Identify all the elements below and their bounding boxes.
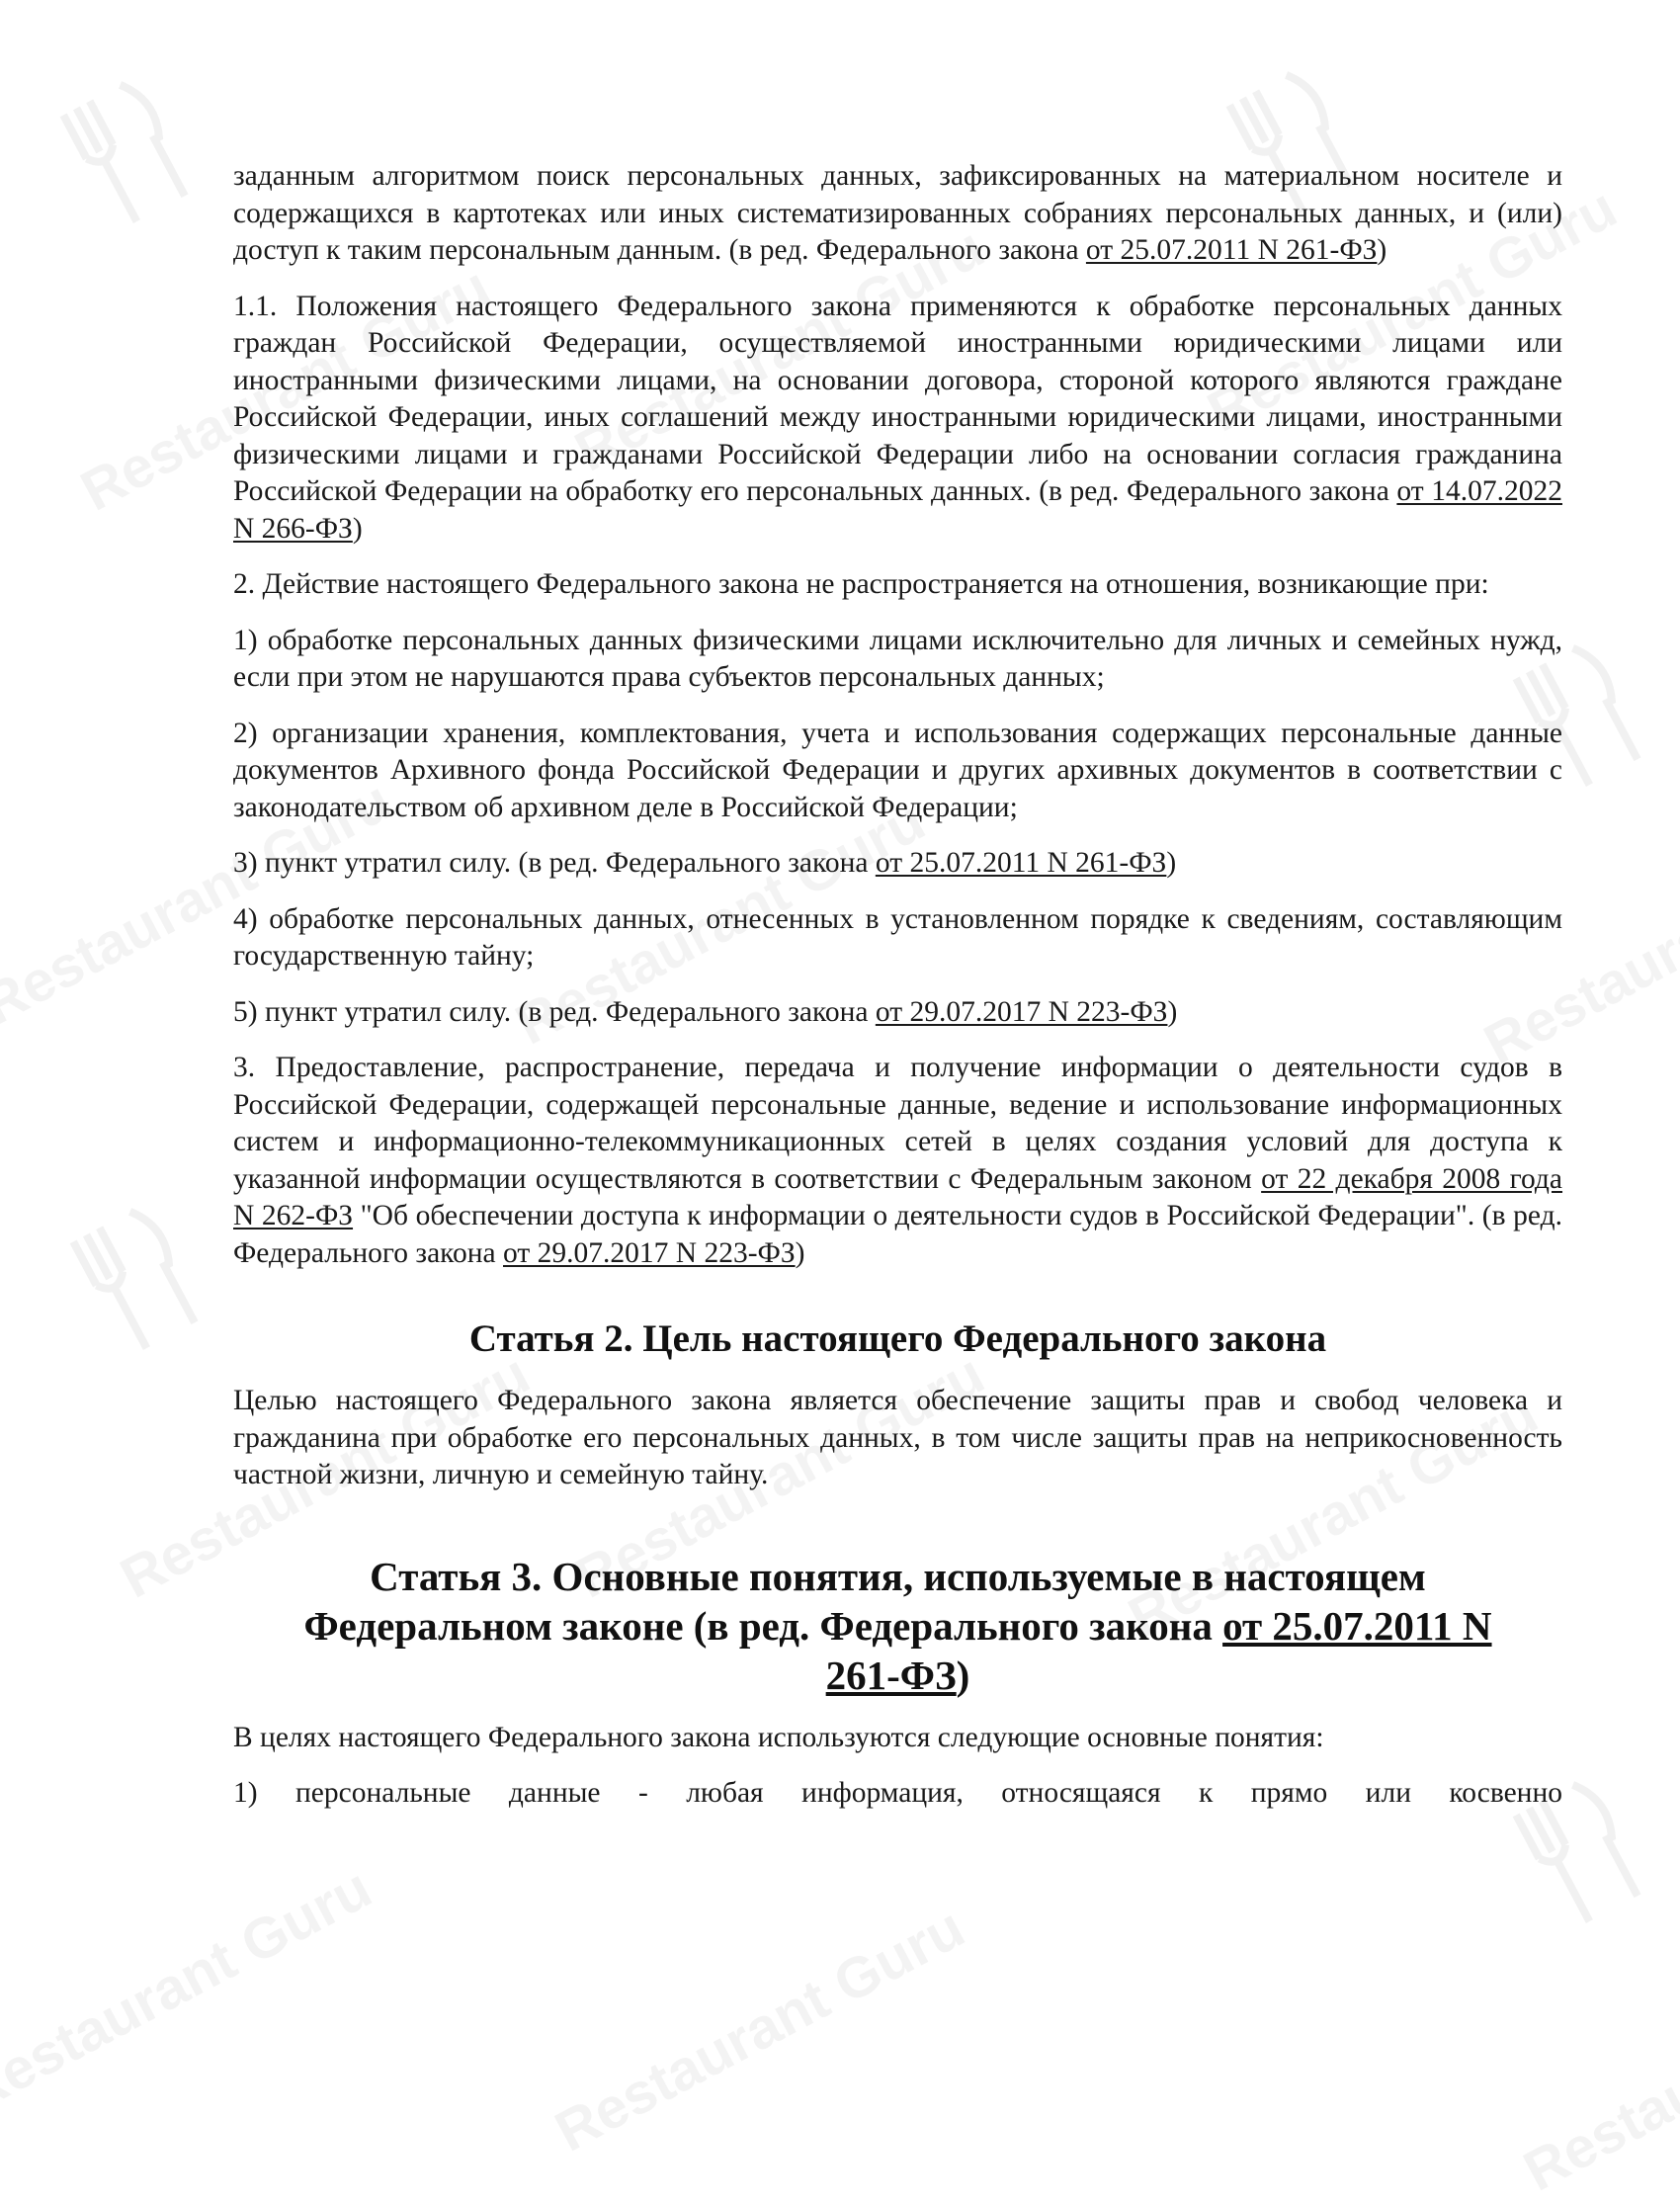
article-3-item-1: 1) персональные данные - любая информация, относящаяся к прямо или косвенно xyxy=(233,1777,1562,1809)
document-page xyxy=(233,158,1562,1831)
list-item-2-1 xyxy=(233,623,1562,697)
law-reference-link[interactable]: от 22 декабря 2008 года N 262-ФЗ xyxy=(233,1162,1563,1231)
watermark-text xyxy=(545,1894,975,2164)
paragraph-continuation xyxy=(233,158,1562,270)
list-item-2-5 xyxy=(233,994,1562,1032)
paragraph-text: 2) организации хранения, комплектования, учета и использования содержащих персональные данные документов Архивного фонда Российской Федерации и других архивных документов в соответствии с законодательством об архивном деле в Российской Федерации; xyxy=(233,717,1562,823)
article-2-heading: Статья 2. Цель настоящего Федерального закона xyxy=(468,1317,1327,1360)
paragraph-text: 1) обработке персональных данных физическими лицами исключительно для личных и семейных нужд, если при этом не нарушаются права субъектов персональных данных; xyxy=(233,624,1562,693)
watermark-text xyxy=(0,1854,382,2125)
law-reference-link[interactable]: от 25.07.2011 N xyxy=(1222,1602,1492,1649)
paragraph-text: 2. Действие настоящего Федерального закона не распространяется на отношения, возникающие при: xyxy=(233,568,1489,600)
fork-knife-icon xyxy=(42,60,215,247)
paragraph-tail: ) xyxy=(1167,995,1178,1028)
paragraph-2 xyxy=(233,566,1562,604)
law-reference-link[interactable]: от 25.07.2011 N 261-ФЗ xyxy=(1085,234,1378,266)
paragraph-text: 3. Предоставление, распространение, передача и получение информации о деятельности судов в Российской Федерации, содержащей персональные данные, ведение и использование информационных систем и информационно-телекоммуникационных сетей в целях создания условий для доступа к указанной информации осуществляются в соответствии с Федеральным законом xyxy=(233,1052,1562,1195)
paragraph-tail: ) xyxy=(352,512,363,545)
paragraph-text: 4) обработке персональных данных, отнесенных в установленном порядке к сведениям, составляющим государственную тайну; xyxy=(233,902,1562,972)
list-item-2-2 xyxy=(233,716,1562,827)
article-3-intro: В целях настоящего Федерального закона используются следующие основные понятия: xyxy=(233,1721,1324,1753)
watermark-text xyxy=(1513,1933,1680,2204)
heading-tail: ) xyxy=(956,1652,970,1698)
paragraph-3 xyxy=(233,1050,1562,1272)
law-reference-link[interactable]: от 29.07.2017 N 223-ФЗ xyxy=(503,1236,796,1269)
article-3-heading xyxy=(233,1552,1562,1700)
fork-knife-icon xyxy=(51,1187,225,1374)
paragraph-tail: ) xyxy=(1166,847,1177,879)
paragraph-tail: ) xyxy=(1377,234,1387,266)
law-reference-link[interactable]: от 29.07.2017 N 223-ФЗ xyxy=(875,995,1168,1028)
list-item-2-3 xyxy=(233,845,1562,883)
paragraph-text: заданным алгоритмом поиск персональных данных, зафиксированных на материальном носителе и содержащихся в картотеках или иных систематизированных собраниях персональных данных, и (или) доступ к таким персональным данным. (в ред. Федерального закона xyxy=(233,160,1562,266)
paragraph-text: 5) пункт утратил силу. (в ред. Федерального закона xyxy=(233,995,876,1028)
law-reference-link[interactable]: от 14.07.2022 N 266-ФЗ xyxy=(233,475,1562,545)
law-reference-link[interactable]: 261-ФЗ xyxy=(825,1652,957,1698)
paragraph-text-mid: "Об обеспечении доступа к информации о деятельности судов в Российской Федерации". (в ред. Федерального закона xyxy=(233,1200,1562,1269)
paragraph-text: 3) пункт утратил силу. (в ред. Федерального закона xyxy=(233,847,876,879)
paragraph-text: 1.1. Положения настоящего Федерального закона применяются к обработке персональных данных граждан Российской Федерации, осуществляемой иностранными юридическими лицами или иностранными физическими лицами, на основании договора, стороной которого являются граждане Российской Федерации, иных соглашений между иностранными юридическими лицами, иностранными физическими лицами и гражданами Российской Федерации либо на основании согласия гражданина Российской Федерации на обработку его персональных данных. (в ред. Федерального закона xyxy=(233,290,1562,507)
list-item-2-4 xyxy=(233,901,1562,975)
paragraph-tail: ) xyxy=(795,1236,805,1269)
law-reference-link[interactable]: от 25.07.2011 N 261-ФЗ xyxy=(875,847,1167,879)
article-2-text: Целью настоящего Федерального закона является обеспечение защиты прав и свобод человека и гражданина при обработке его персональных данных, в том числе защиты прав на неприкосновенность частной жизни, личную и семейную тайну. xyxy=(233,1385,1562,1490)
heading-line: Федеральном законе (в ред. Федерального закона xyxy=(303,1602,1223,1649)
heading-line: Статья 3. Основные понятия, используемые в настоящем xyxy=(370,1553,1426,1599)
paragraph-1-1 xyxy=(233,289,1562,549)
